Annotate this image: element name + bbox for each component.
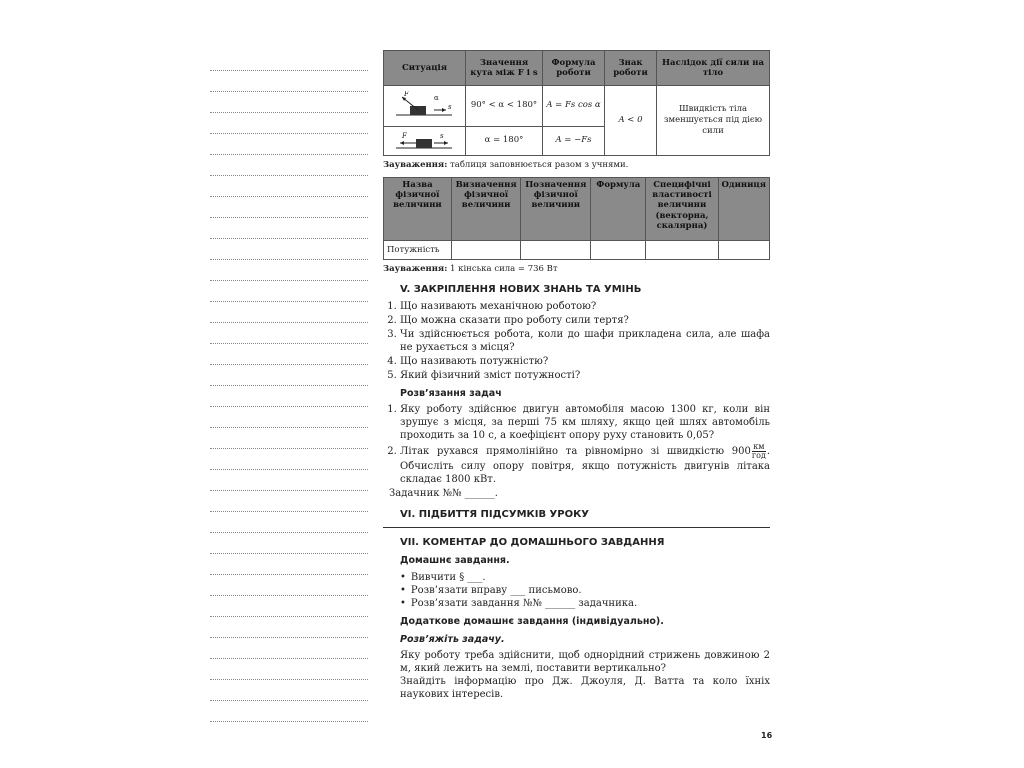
note-line xyxy=(210,344,368,365)
fraction-numerator: км xyxy=(753,442,765,452)
note-line xyxy=(210,575,368,596)
note-line xyxy=(210,260,368,281)
note-line xyxy=(210,113,368,134)
note-line xyxy=(210,449,368,470)
table-cell xyxy=(591,241,646,260)
list-item: 3. Чи здійснюється робота, коли до шафи прикладена сила, але шафа не рухається з місця? xyxy=(400,328,770,354)
situation-diagram xyxy=(384,127,466,156)
note-label: Зауваження: xyxy=(383,160,448,170)
note-line xyxy=(210,512,368,533)
divider xyxy=(383,527,770,528)
table-header: Знак роботи xyxy=(605,51,657,86)
table-cell xyxy=(718,241,769,260)
force-angle-diagram xyxy=(394,91,456,121)
note-line xyxy=(210,533,368,554)
table-cell xyxy=(521,241,591,260)
note-line xyxy=(210,71,368,92)
fraction-denominator: год xyxy=(751,451,766,461)
table-cell xyxy=(451,241,521,260)
table-header: Формула xyxy=(591,178,646,241)
note-line xyxy=(210,596,368,617)
note-line xyxy=(210,218,368,239)
tasks-title: Розв’язання задач xyxy=(400,388,502,400)
note-line xyxy=(210,428,368,449)
table-header: Наслідок дії сили на тіло xyxy=(657,51,770,86)
effect-cell: Швидкість тіла зменшується під дією сили xyxy=(657,86,770,156)
homework-list xyxy=(383,571,770,610)
notes-margin xyxy=(210,50,368,722)
note-line xyxy=(210,407,368,428)
note-line xyxy=(210,491,368,512)
note-horsepower xyxy=(383,264,770,275)
note-line xyxy=(210,281,368,302)
task-text: . Обчисліть силу опору повітря, якщо потужність двигунів літака складає 1800 кВт. xyxy=(400,446,770,486)
section-5-title: V. ЗАКРІПЛЕННЯ НОВИХ ЗНАНЬ ТА УМІНЬ xyxy=(400,284,642,296)
svg-text:F: F xyxy=(401,132,407,140)
table-row xyxy=(384,241,770,260)
list-item: 4. Що називають потужністю? xyxy=(400,355,770,368)
main-content xyxy=(383,50,770,701)
note-line xyxy=(210,155,368,176)
list-item: 1. Яку роботу здійснює двигун автомобіля масою 1300 кг, коли він зрушує з місця, за перші 75 км шляху, якщо цей шлях автомобіль проходить за 10 с, а коефіцієнт опору руху становить 0,05? xyxy=(400,403,770,442)
formula-cell: A = −Fs xyxy=(543,127,605,156)
formula-cell: A = Fs cos α xyxy=(543,86,605,127)
section-7-title: VII. КОМЕНТАР ДО ДОМАШНЬОГО ЗАВДАННЯ xyxy=(400,537,665,549)
svg-text:s: s xyxy=(439,132,444,140)
note-line xyxy=(210,50,368,71)
note-line xyxy=(210,134,368,155)
question-list xyxy=(383,300,770,382)
note-line xyxy=(210,386,368,407)
list-item xyxy=(400,443,770,486)
table-header: Ситуація xyxy=(384,51,466,86)
note-line xyxy=(210,239,368,260)
table-cell: Потужність xyxy=(384,241,452,260)
extra-homework-title: Додаткове домашнє завдання (індивідуально). xyxy=(400,615,664,627)
page-number: 16 xyxy=(761,731,773,740)
note-line xyxy=(210,323,368,344)
homework-title: Домашнє завдання. xyxy=(400,555,510,567)
task-list xyxy=(383,403,770,486)
list-item: 1. Що називають механічною роботою? xyxy=(400,300,770,313)
table-header: Одиниця xyxy=(718,178,769,241)
note-line xyxy=(210,701,368,722)
speed-unit-fraction xyxy=(752,443,766,460)
note-line xyxy=(210,617,368,638)
svg-text:α: α xyxy=(433,94,439,102)
note-line xyxy=(210,638,368,659)
angle-cell: α = 180° xyxy=(466,127,543,156)
sign-cell: A < 0 xyxy=(605,86,657,156)
task-text: Літак рухався прямолінійно та рівномірно зі швидкістю 900 xyxy=(400,446,751,458)
svg-text:F: F xyxy=(403,91,409,98)
table-header: Специфічні властивості величини (векторна, скалярна) xyxy=(646,178,718,241)
table-header: Визначення фізичної величини xyxy=(451,178,521,241)
list-item: 2. Що можна сказати про роботу сили тертя? xyxy=(400,314,770,327)
note-line xyxy=(210,302,368,323)
list-item: • Вивчити § ___. xyxy=(400,571,770,584)
extra-task-text: Яку роботу треба здійснити, щоб однорідний стрижень довжиною 2 м, який лежить на землі, поставити вертикально? xyxy=(400,650,770,675)
note-label: Зауваження: xyxy=(383,264,448,275)
note-line xyxy=(210,92,368,113)
note-text: 1 кінська сила = 736 Вт xyxy=(447,264,558,275)
note-line xyxy=(210,197,368,218)
angle-cell: 90° < α < 180° xyxy=(466,86,543,127)
note-line xyxy=(210,365,368,386)
quantity-table xyxy=(383,177,770,260)
work-table xyxy=(383,50,770,156)
note-line xyxy=(210,176,368,197)
note-line xyxy=(210,470,368,491)
list-item: • Розв’язати завдання №№ ______ задачника. xyxy=(400,597,770,610)
note-line xyxy=(210,659,368,680)
situation-diagram xyxy=(384,86,466,127)
table-header: Формула роботи xyxy=(543,51,605,86)
research-task-text: Знайдіть інформацію про Дж. Джоуля, Д. Ватта та коло їхніх наукових інтересів. xyxy=(400,676,770,701)
note-text: таблиця заповнюється разом з учнями. xyxy=(447,160,629,170)
problem-book-line: Задачник №№ ______. xyxy=(389,488,498,500)
table-header: Позначення фізичної величини xyxy=(521,178,591,241)
solve-task-title: Розв’яжіть задачу. xyxy=(400,634,505,646)
list-item: 5. Який фізичний зміст потужності? xyxy=(400,369,770,382)
section-6-title: VI. ПІДБИТТЯ ПІДСУМКІВ УРОКУ xyxy=(400,509,589,521)
list-item: • Розв’язати вправу ___ письмово. xyxy=(400,584,770,597)
note-table1 xyxy=(383,160,770,171)
note-line xyxy=(210,554,368,575)
table-header: Назва фізичної величини xyxy=(384,178,452,241)
note-line xyxy=(210,680,368,701)
svg-text:s: s xyxy=(447,103,452,111)
opposite-force-diagram xyxy=(394,130,456,152)
table-cell xyxy=(646,241,718,260)
table-header: Значення кута між F і s xyxy=(466,51,543,86)
